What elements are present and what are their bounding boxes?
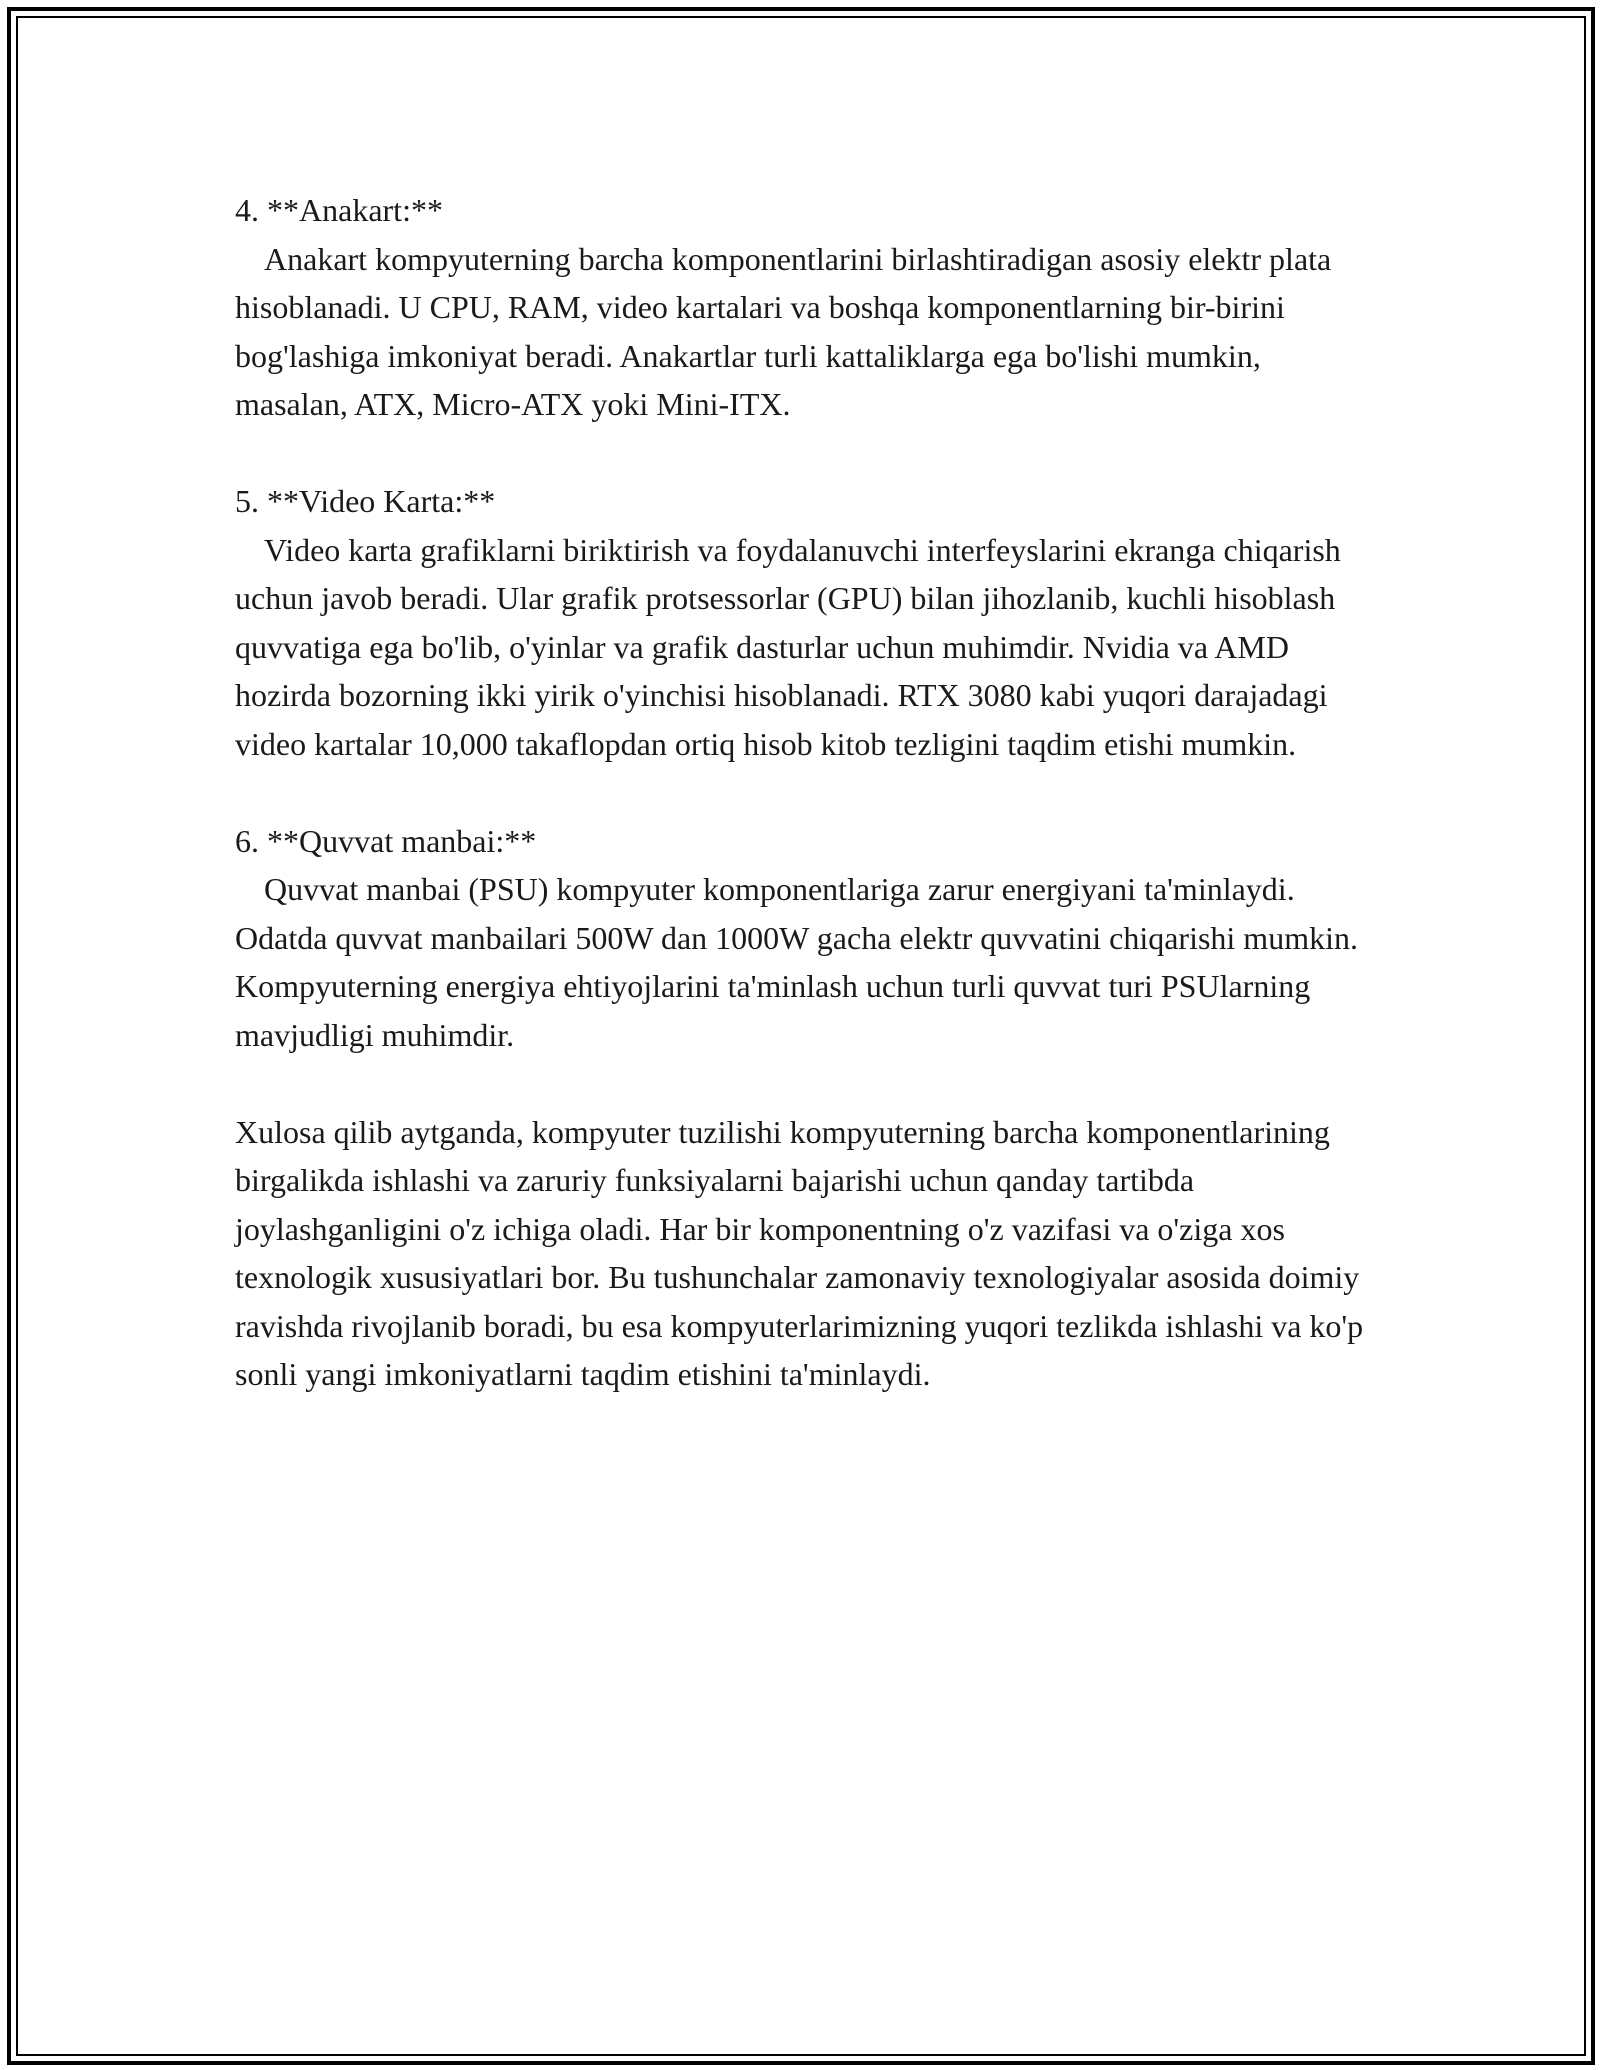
section-heading: 4. **Anakart:** bbox=[235, 192, 443, 228]
section-paragraph: Video karta grafiklarni biriktirish va foydalanuvchi interfeyslarini ekranga chiqarish uchun javob beradi. Ular grafik protsessorlar (GPU) bilan jihozlanib, kuchli hisoblash quvvatiga ega bo'lib, o'yinlar va grafik dasturlar uchun muhimdir. Nvidia va AMD hozirda bozorning ikki yirik o'yinchisi hisoblanadi. RTX 3080 kabi yuqori darajadagi video kartalar 10,000 takaflopdan ortiq hisob kitob tezligini taqdim etishi mumkin. bbox=[235, 531, 1349, 762]
section-paragraph: Quvvat manbai (PSU) kompyuter komponentlariga zarur energiyani ta'minlaydi. Odatda quvvat manbailari 500W dan 1000W gacha elektr quvvatini chiqarishi mumkin. Kompyuterning energiya ehtiyojlarini ta'minlash uchun turli quvvat turi PSUlarning mavjudligi muhimdir. bbox=[235, 871, 1366, 1053]
section-paragraph: Anakart kompyuterning barcha komponentlarini birlashtiradigan asosiy elektr plata hisoblanadi. U CPU, RAM, video kartalari va boshqa komponentlarning bir-birini bog'lashiga imkoniyat beradi. Anakartlar turli kattaliklarga ega bo'lishi mumkin, masalan, ATX, Micro-ATX yoki Mini-ITX. bbox=[235, 240, 1340, 422]
section-video-karta bbox=[235, 477, 1375, 768]
document-body bbox=[235, 186, 1375, 1399]
section-heading: 5. **Video Karta:** bbox=[235, 483, 496, 519]
section-quvvat-manbai bbox=[235, 817, 1375, 1060]
conclusion-paragraph: Xulosa qilib aytganda, kompyuter tuzilishi kompyuterning barcha komponentlarining birgalikda ishlashi va zaruriy funksiyalarni bajarishi uchun qanday tartibda joylashganligini o'z ichiga oladi. Har bir komponentning o'z vazifasi va o'ziga xos texnologik xususiyatlari bor. Bu tushunchalar zamonaviy texnologiyalar asosida doimiy ravishda rivojlanib boradi, bu esa kompyuterlarimizning yuqori tezlikda ishlashi va ko'p sonli yangi imkoniyatlarni taqdim etishini ta'minlaydi. bbox=[235, 1113, 1372, 1392]
section-anakart bbox=[235, 186, 1375, 429]
section-heading: 6. **Quvvat manbai:** bbox=[235, 822, 537, 859]
